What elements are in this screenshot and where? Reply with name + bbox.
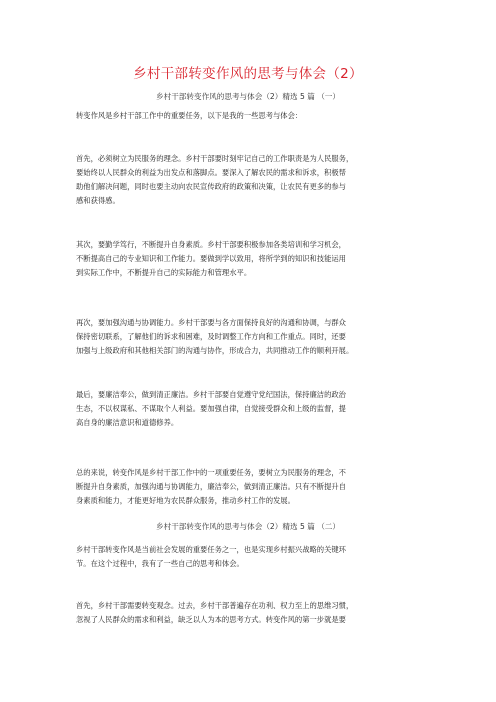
text-line: 其次，要勤学笃行，不断提升自身素质。乡村干部要积极参加各类培训和学习机会，	[76, 240, 346, 249]
text-line: 到实际工作中，不断提升自己的实际能力和管理水平。	[76, 267, 252, 277]
text-line: 总的来说，转变作风是乡村干部工作中的一项重要任务，要树立为民服务的理念，不	[76, 468, 346, 477]
text-line: 忽视了人民群众的需求和利益，缺乏以人为本的思考方式。转变作风的第一步就是要	[76, 614, 346, 624]
text-line: 断提升自身素质，加强沟通与协调能力，廉洁奉公，做到清正廉洁。只有不断提升自	[76, 481, 346, 491]
document-title: 乡村干部转变作风的思考与体会（2）	[133, 66, 363, 82]
section-heading-2: 乡村干部转变作风的思考与体会（2）精选 5 篇 （二）	[156, 522, 340, 531]
text-line: 感和获得感。	[76, 195, 120, 205]
paragraph-6	[76, 543, 432, 571]
text-line: 首先，乡村干部需要转变观念。过去，乡村干部普遍存在功利、权力至上的思维习惯，	[76, 601, 354, 610]
paragraph-5	[76, 466, 432, 508]
text-line: 转变作风是乡村干部工作中的重要任务，以下是我的一些思考与体会：	[76, 111, 303, 120]
text-line: 生态，不以权谋私、不谋取个人利益。要加强自律，自觉接受群众和上级的监督，提	[76, 403, 346, 413]
text-line: 保持密切联系，了解他们的诉求和困难，及时调整工作方向和工作重点。同时，还要	[76, 331, 346, 341]
text-line: 不断提高自己的专业知识和工作能力。要做到学以致用，将所学到的知识和技能运用	[76, 253, 346, 263]
text-line: 身素质和能力，才能更好地为农民群众服务，推动乡村工作的发展。	[76, 495, 295, 505]
paragraph-3	[76, 316, 432, 358]
text-line: 要始终以人民群众的利益为出发点和落脚点。要深入了解农民的需求和诉求，积极帮	[76, 167, 346, 177]
intro-paragraph	[76, 109, 432, 123]
section-heading-1: 乡村干部转变作风的思考与体会（2）精选 5 篇 （一）	[156, 92, 340, 101]
paragraph-2	[76, 238, 432, 280]
paragraph-1	[76, 152, 432, 208]
text-line: 加强与上级政府和其他相关部门的沟通与协作，形成合力，共同推动工作的顺利开展。	[76, 345, 354, 355]
text-line: 首先，必须树立为民服务的理念。乡村干部要时刻牢记自己的工作职责是为人民服务，	[76, 154, 354, 163]
paragraph-7	[76, 599, 432, 627]
paragraph-4	[76, 388, 432, 430]
text-line: 乡村干部转变作风是当前社会发展的重要任务之一，也是实现乡村振兴战略的关键环	[76, 545, 346, 554]
text-line: 助他们解决问题，同时也要主动向农民宣传政府的政策和决策，让农民有更多的参与	[76, 181, 346, 191]
text-line: 再次，要加强沟通与协调能力。乡村干部要与各方面保持良好的沟通和协调，与群众	[76, 318, 346, 327]
text-line: 高自身的廉洁意识和道德修养。	[76, 417, 179, 427]
text-line: 节。在这个过程中，我有了一些自己的思考和体会。	[76, 558, 244, 568]
text-line: 最后，要廉洁奉公，做到清正廉洁。乡村干部要自觉遵守党纪国法，保持廉洁的政治	[76, 390, 346, 399]
